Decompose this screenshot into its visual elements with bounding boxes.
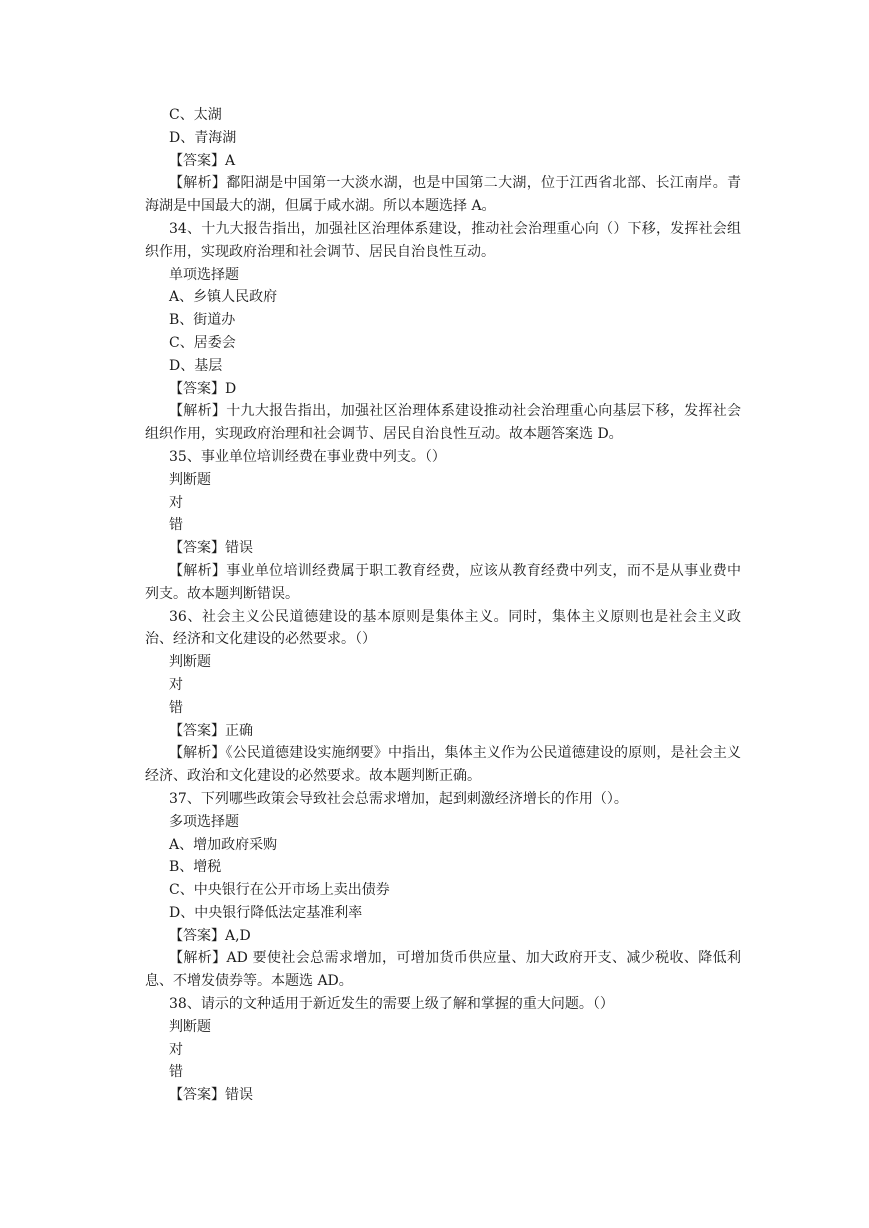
q37-option-d: D、中央银行降低法定基准利率	[169, 904, 363, 921]
q36-option-false: 错	[169, 699, 183, 716]
q37-analysis: 【解析】AD 要使社会总需求增加，可增加货币供应量、加大政府开支、减少税收、降低利息、不增发债券等。本题选 AD。	[145, 950, 741, 990]
q35-option-true: 对	[169, 494, 183, 511]
q35-analysis: 【解析】事业单位培训经费属于职工教育经费，应该从教育经费中列支，而不是从事业费中列支。故本题判断错误。	[145, 562, 741, 602]
q35-option-false: 错	[169, 517, 183, 534]
q33-answer: 【答案】A	[169, 152, 236, 169]
q34-option-c: C、居委会	[169, 334, 236, 351]
q34-answer: 【答案】D	[169, 380, 237, 397]
q34-option-a: A、乡镇人民政府	[169, 289, 278, 306]
q34-analysis: 【解析】十九大报告指出，加强社区治理体系建设推动社会治理重心向基层下移，发挥社会组织作用，实现政府治理和社会调节、居民自治良性互动。故本题答案选 D。	[145, 403, 741, 443]
q34-question: 34、十九大报告指出，加强社区治理体系建设，推动社会治理重心向（）下移，发挥社会组织作用，实现政府治理和社会调节、居民自治良性互动。	[145, 220, 741, 260]
q36-question: 36、社会主义公民道德建设的基本原则是集体主义。同时，集体主义原则也是社会主义政治、经济和文化建设的必然要求。（）	[145, 608, 741, 648]
q37-option-b: B、增税	[169, 859, 222, 876]
q35-answer: 【答案】错误	[169, 540, 253, 557]
q36-answer: 【答案】正确	[169, 722, 253, 739]
q37-option-c: C、中央银行在公开市场上卖出债券	[169, 882, 390, 899]
q33-analysis: 【解析】鄱阳湖是中国第一大淡水湖，也是中国第二大湖，位于江西省北部、长江南岸。青海湖是中国最大的湖，但属于咸水湖。所以本题选择 A。	[145, 175, 741, 215]
q35-question: 35、事业单位培训经费在事业费中列支。（）	[169, 448, 446, 465]
q38-option-true: 对	[169, 1041, 183, 1058]
q33-option-d: D、青海湖	[169, 129, 237, 146]
q36-type: 判断题	[169, 654, 211, 671]
q36-analysis: 【解析】《公民道德建设实施纲要》中指出，集体主义作为公民道德建设的原则，是社会主义经济、政治和文化建设的必然要求。故本题判断正确。	[145, 745, 741, 785]
q34-option-d: D、基层	[169, 357, 223, 374]
q36-option-true: 对	[169, 676, 183, 693]
q37-answer: 【答案】A,D	[169, 927, 251, 944]
q37-question: 37、下列哪些政策会导致社会总需求增加，起到刺激经济增长的作用（）。	[169, 790, 628, 807]
q34-type: 单项选择题	[169, 266, 239, 283]
q37-type: 多项选择题	[169, 813, 239, 830]
q38-type: 判断题	[169, 1018, 211, 1035]
q38-option-false: 错	[169, 1064, 183, 1081]
q38-question: 38、请示的文种适用于新近发生的需要上级了解和掌握的重大问题。（）	[169, 996, 614, 1013]
document-page	[145, 104, 741, 1107]
q35-type: 判断题	[169, 471, 211, 488]
q34-option-b: B、街道办	[169, 312, 236, 329]
q37-option-a: A、增加政府采购	[169, 836, 278, 853]
q33-option-c: C、太湖	[169, 107, 222, 123]
q38-answer: 【答案】错误	[169, 1087, 253, 1104]
